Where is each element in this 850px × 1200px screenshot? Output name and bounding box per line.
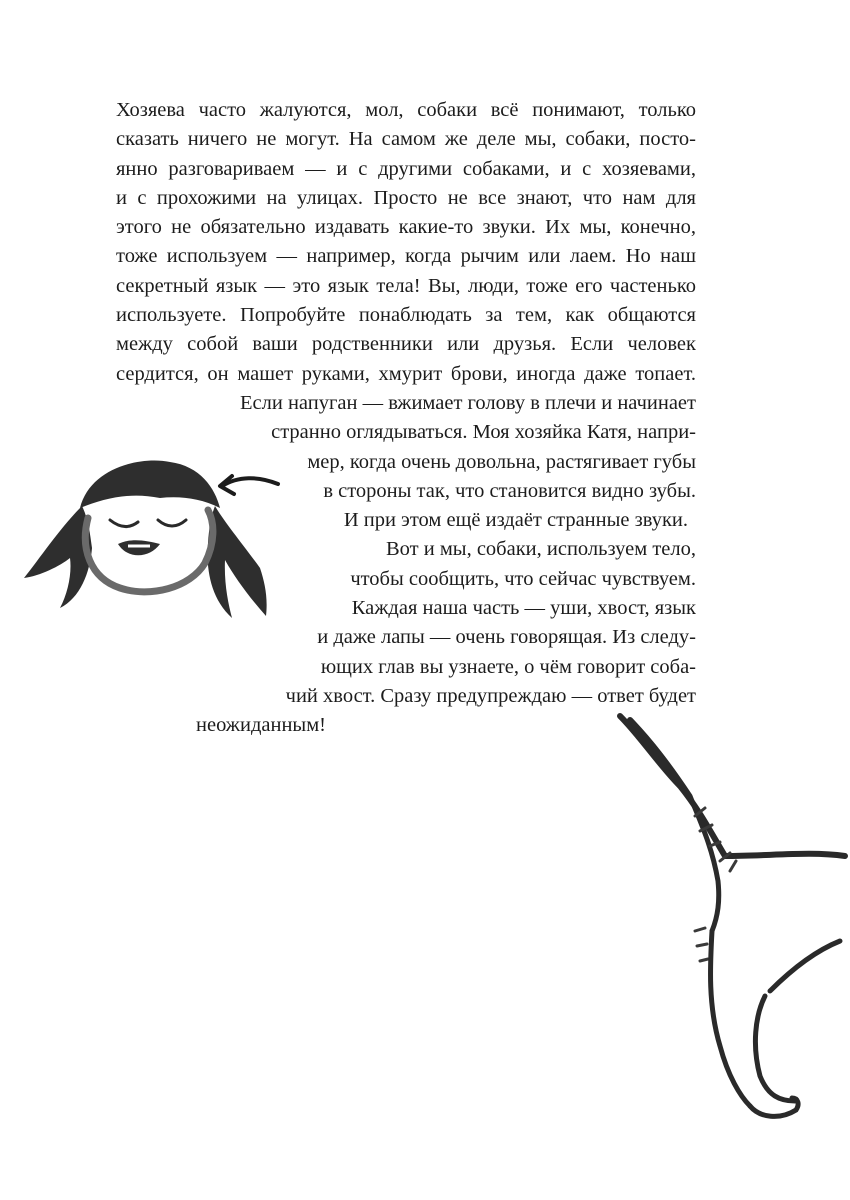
left-eye-icon [110, 520, 138, 527]
smiling-girl-illustration [10, 448, 290, 628]
dog-belly-icon [770, 941, 840, 991]
text-line: сказать ничего не могут. На самом же деле мы, собаки, посто- [116, 128, 696, 151]
text-line: сердится, он машет руками, хмурит брови, иногда даже топает. [116, 362, 696, 385]
dog-leg-icon [710, 931, 750, 1106]
text-line: секретный язык — это язык тела! Вы, люди, тоже его частенько [116, 274, 696, 297]
hair-icon [80, 461, 220, 508]
text-line: Если напуган — вжимает голову в плечи и начинает [240, 391, 696, 414]
text-line: этого не обязательно издавать какие-то звуки. Их мы, конечно, [116, 216, 696, 239]
text-line: чий хвост. Сразу предупреждаю — ответ будет [285, 684, 696, 707]
text-line: используете. Попробуйте понаблюдать за тем, как общаются [116, 304, 696, 327]
text-line: И при этом ещё издаёт странные звуки. [343, 509, 688, 532]
dog-illustration [600, 706, 850, 1156]
left-pigtail-icon [24, 506, 92, 608]
text-line: янно разговариваем — и с другими собаками, и с хозяевами, [116, 157, 696, 180]
text-line: ющих глав вы узнаете, о чём говорит соба- [320, 655, 696, 678]
text-line: Хозяева часто жалуются, мол, собаки всё понимают, только [116, 99, 696, 121]
dog-tail-icon [620, 716, 680, 786]
mouth-icon [118, 540, 160, 555]
right-eye-icon [158, 520, 186, 526]
text-line: неожиданным! [196, 714, 326, 737]
text-line: между собой ваши родственники или друзья. Если человек [116, 333, 696, 356]
text-line: странно оглядываться. Моя хозяйка Катя, напри- [271, 421, 696, 444]
dog-leg-rear-icon [755, 996, 795, 1101]
text-line: мер, когда очень довольна, растягивает губы [307, 450, 696, 473]
text-line: и даже лапы — очень говорящая. Из следу- [317, 626, 696, 649]
text-line: чтобы сообщить, что сейчас чувствуем. [350, 567, 696, 590]
text-line: Каждая наша часть — уши, хвост, язык [351, 597, 696, 620]
dog-back-icon [680, 786, 845, 856]
text-line: Вот и мы, собаки, используем тело, [386, 538, 696, 561]
story-paragraph [116, 96, 696, 741]
text-line: и с прохожими на улицах. Просто не все знают, что нам для [116, 186, 696, 209]
fur-tufts-lower [695, 928, 708, 961]
text-line: тоже используем — например, когда рычим или лаем. Но наш [116, 245, 696, 268]
right-pigtail-icon [208, 506, 267, 618]
text-line: в стороны так, что становится видно зубы. [323, 479, 696, 502]
